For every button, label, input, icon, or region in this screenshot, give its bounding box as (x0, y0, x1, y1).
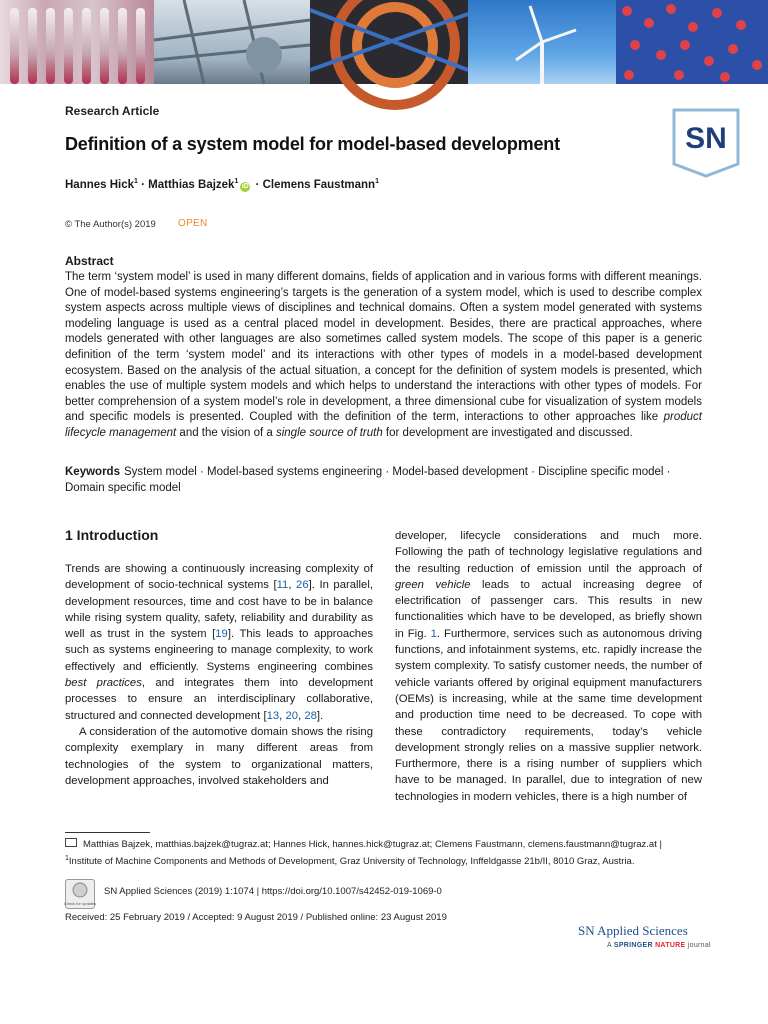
paragraph: A consideration of the automotive domain shows the rising complexity exemplary in many different areas from technologies of the system to organizational matters, development approaches, involved stakeholders and (65, 725, 373, 787)
journal-name: SN Applied Sciences (578, 923, 688, 938)
article-type: Research Article (65, 104, 160, 118)
crossmark-icon[interactable] (65, 879, 95, 909)
footnote-divider (65, 832, 150, 833)
author-name[interactable]: Hannes Hick (65, 178, 135, 191)
citation-doi[interactable]: SN Applied Sciences (2019) 1:1074 | https://doi.org/10.1007/s42452-019-1069-0 (104, 886, 442, 897)
paragraph: developer, lifecycle considerations and much more. Following the path of technology legislative regulations and the resulting reduction of emission until the approach of green vehicle leads to actual increasing degree of electrification of passenger cars. This results in new functionalities which have to be developed, as briefly shown in Fig. 1. Furthermore, services such as autonomous driving functions, and infotainment systems, etc. rapidly increase the system complexity. To satisfy customer needs, the number of vehicle variants offered by original equipment manufacturers (OEMs) is increasing, while at the same time development and production time need to be decreased. To cope with these contradictory requirements, today’s vehicle development strongly relies on a massive supplier network. Furthermore, there is a rising number of suppliers which have to be managed. In parallel, due to integration of new technologies in modern vehicles, there is a high number of (395, 530, 702, 803)
citation-link[interactable]: 26 (296, 579, 309, 592)
affiliation-text: Institute of Machine Components and Methods of Development, Graz University of Technology, Inffeldgasse 21b/II, 8010 Graz, Austria. (68, 856, 635, 868)
orcid-icon[interactable]: iD (241, 182, 249, 190)
affiliation-marker: 1 (134, 178, 138, 185)
paragraph: Trends are showing a continuously increasing complexity of development of socio-technical systems [11, 26]. In parallel, development resources, time and cost have to be in balance while rising system quality, safety, reliability and durability as well as trust in the system [19]. This leads to approaches such as systems engineering to manage complexity, to work effectively and efficiently. Systems engineering combines best practices, and integrates them into development processes to ensure an interdisciplinary collaborative, structured and connected development [13, 20, 28]. (65, 563, 374, 722)
author-list (65, 178, 379, 192)
publication-dates: Received: 25 February 2019 / Accepted: 9 August 2019 / Published online: 23 August 2019 (65, 912, 447, 923)
section-heading-introduction: 1 Introduction (65, 527, 159, 543)
body-column-left (65, 561, 373, 789)
citation-link[interactable]: 11 (276, 579, 289, 592)
banner-image-molecules (616, 0, 768, 84)
author-name[interactable]: Matthias Bajzek (148, 178, 235, 191)
affiliation-marker: 1 (375, 178, 379, 185)
affiliation-marker: 1 (65, 855, 69, 862)
copyright-notice: © The Author(s) 2019 (65, 219, 156, 230)
figure-link[interactable]: 1 (430, 627, 437, 640)
citation-link[interactable]: 20 (285, 709, 299, 722)
citation-link[interactable]: 13 (266, 709, 280, 722)
sn-logo[interactable] (672, 108, 740, 178)
affiliation-marker: 1 (234, 178, 239, 185)
author-separator: · (137, 178, 149, 191)
banner-image-wind-turbine (468, 0, 616, 84)
crossmark-label: Check for updates (63, 901, 97, 906)
publisher-line: A SPRINGER NATURE journal (607, 942, 711, 949)
citation-link[interactable]: 19 (215, 628, 228, 641)
author-name[interactable]: Clemens Faustmann (262, 178, 376, 191)
abstract-heading: Abstract (65, 254, 114, 268)
author-separator: · (252, 178, 263, 191)
abstract-body: The term ‘system model’ is used in many different domains, fields of application and in various forms with different meanings. One of model-based systems engineering’s targets is the generation of a system model, which is used to describe complex system aspects across multiple views of disciplines and technical domains. Often a system model generated with systems modeling language is used as a central placed model in development. Besides, there are practical approaches, where models generated with other languages are also sometimes called system models. The scope of this paper is a generic definition of the term ‘system model’ and its interactions with other types of models in a model-based development ecosystem. Based on the analysis of the actual situation, a concept for the definition of system models is presented, which enables the use of multiple system models and which helps to understand the interactions with other types of models. For better comprehension of a system model’s role in development, a three dimensional cube for visualization of system models and specific models is presented. Coupled with the definition of the term, interactions to other approaches like product lifecycle management and the vision of a single source of truth for development are investigated and discussed. (65, 271, 702, 439)
banner-image-structure (154, 0, 310, 84)
article-title: Definition of a system model for model-based development (65, 134, 560, 154)
body-column-right (395, 528, 702, 805)
header-banner (0, 0, 768, 84)
footnote-contacts (65, 838, 715, 869)
open-access-badge[interactable]: OPEN (178, 218, 208, 229)
citation-link[interactable]: 28 (304, 709, 317, 722)
banner-image-coil (310, 0, 468, 84)
sn-logo-text: SN (685, 122, 727, 155)
author-emails[interactable]: Matthias Bajzek, matthias.bajzek@tugraz.at; Hannes Hick, hannes.hick@tugraz.at; Clemens Faustmann, clemens.faustmann@tugraz.at | (83, 839, 662, 850)
envelope-icon (65, 838, 77, 847)
banner-image-test-tubes (0, 0, 154, 84)
keywords (65, 464, 702, 496)
keywords-list: System model · Model-based systems engineering · Model-based development · Discipline specific model · Domain specific model (65, 466, 671, 494)
keywords-label: Keywords (65, 466, 120, 478)
